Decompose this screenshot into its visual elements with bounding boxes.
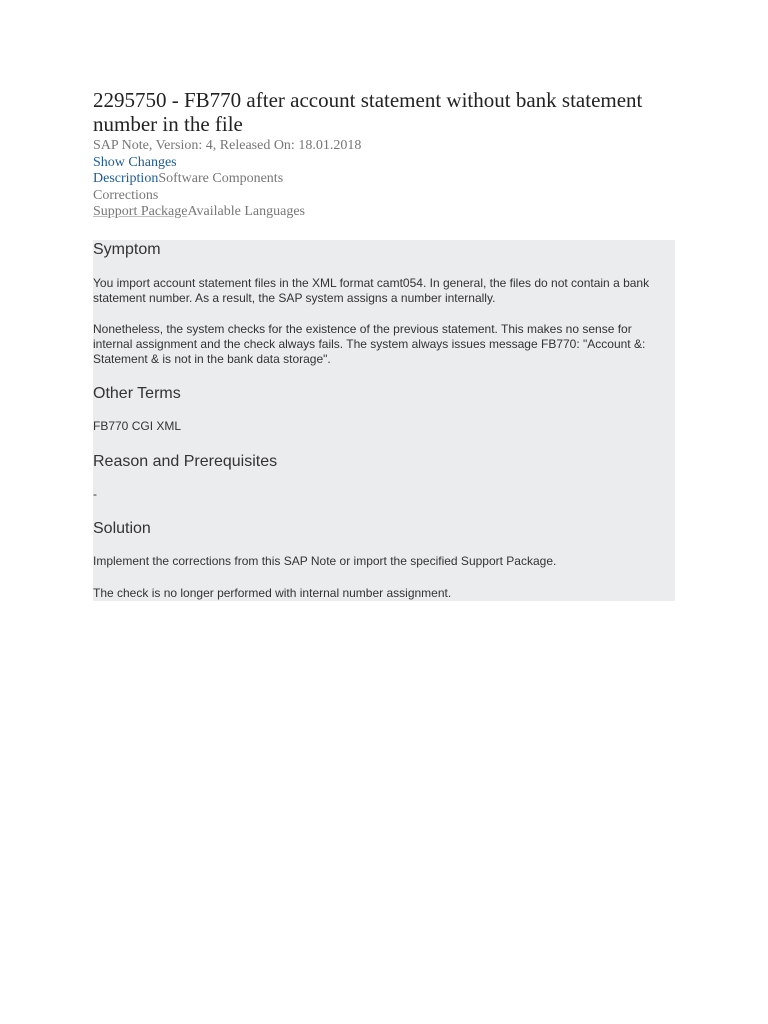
tab-row-2 [93, 188, 675, 205]
symptom-paragraph-2: Nonetheless, the system checks for the existence of the previous statement. This makes no sense for internal assignment and the check always fails. The system always issues message FB770: "Account &: Statement & is not in the bank data storage". [93, 322, 646, 366]
tab-description[interactable]: Description [93, 171, 159, 186]
note-title: 2295750 - FB770 after account statement without bank statement number in the file [93, 88, 643, 136]
tab-software-components[interactable]: Software Components [158, 171, 284, 186]
tab-row-3 [93, 204, 675, 221]
reason-text: - [93, 487, 97, 501]
show-changes-link[interactable]: Show Changes [93, 154, 177, 170]
solution-paragraph-1: Implement the corrections from this SAP Note or import the specified Support Package. [93, 554, 557, 568]
solution-paragraph-2: The check is no longer performed with internal number assignment. [93, 586, 452, 600]
tab-row-1 [93, 171, 675, 188]
tab-corrections[interactable]: Corrections [93, 187, 159, 203]
tab-bar [93, 171, 675, 221]
tab-available-languages[interactable]: Available Languages [187, 204, 306, 219]
note-meta: SAP Note, Version: 4, Released On: 18.01.2018 [93, 138, 362, 153]
other-terms-text: FB770 CGI XML [93, 419, 182, 433]
solution-heading: Solution [93, 520, 151, 537]
symptom-heading: Symptom [93, 241, 161, 258]
note-content-panel [93, 240, 675, 601]
reason-heading: Reason and Prerequisites [93, 453, 278, 470]
other-terms-heading: Other Terms [93, 385, 181, 402]
note-header [93, 88, 675, 221]
symptom-paragraph-1: You import account statement files in the XML format camt054. In general, the files do not contain a bank statement number. As a result, the SAP system assigns a number internally. [93, 276, 650, 305]
tab-support-package[interactable]: Support Package [93, 204, 188, 219]
